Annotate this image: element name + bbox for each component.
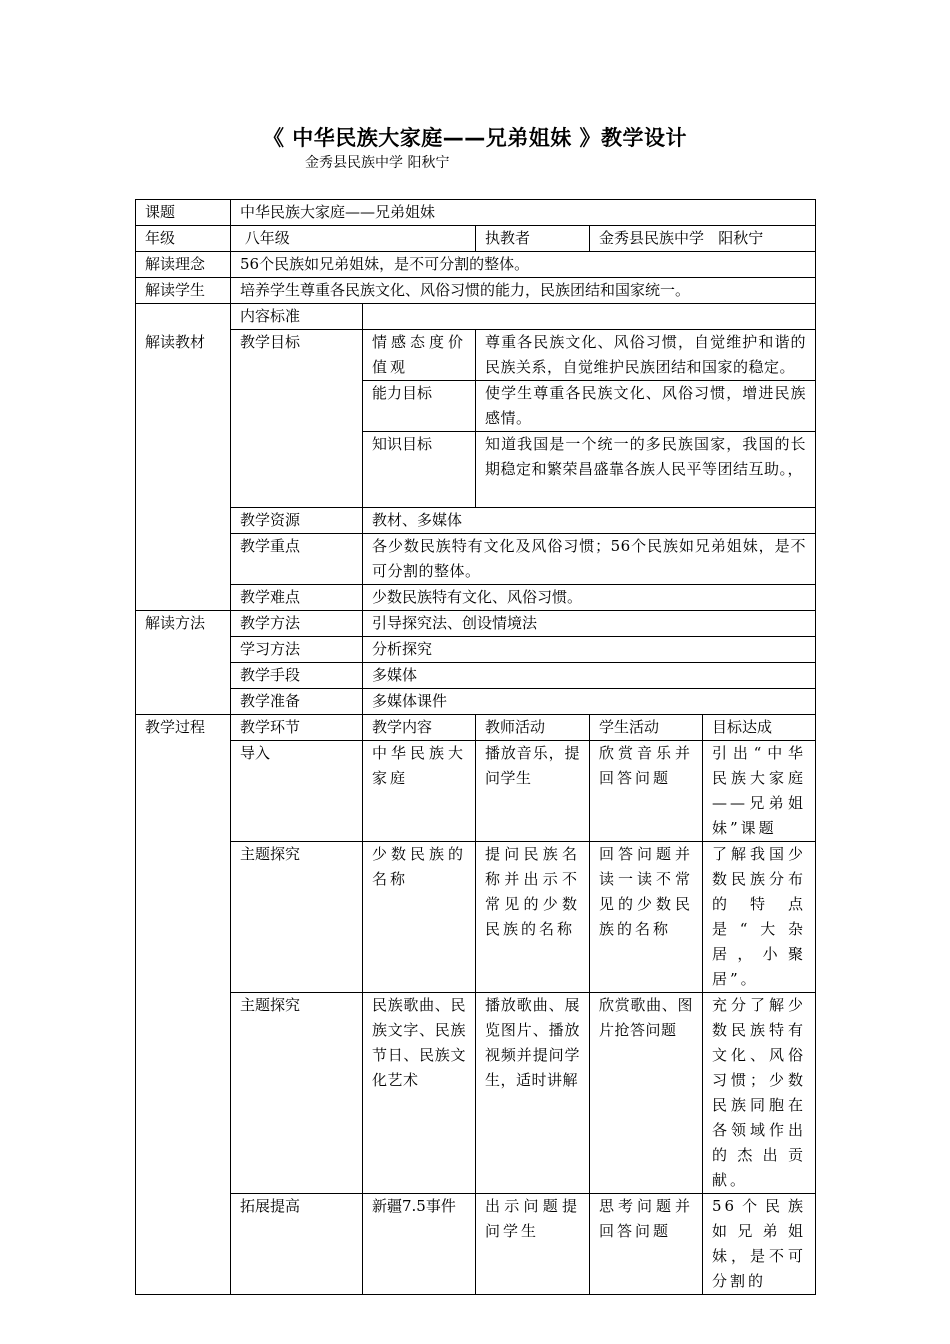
process-student-activity: 欣赏音乐并回答问题 xyxy=(590,741,703,842)
process-header: 教学内容 xyxy=(363,715,476,741)
method-label: 学习方法 xyxy=(231,637,363,663)
difficulty-label: 教学难点 xyxy=(231,585,363,611)
process-teacher-activity: 提问民族名称并出示不常见的少数民族的名称 xyxy=(476,842,590,993)
author-line: 金秀县民族中学 阳秋宁 xyxy=(305,155,450,171)
process-section-label: 教学过程 xyxy=(136,715,231,1295)
method-label: 教学准备 xyxy=(231,689,363,715)
process-goal: 56个民族如兄弟姐妹，是不可分割的 xyxy=(703,1194,816,1295)
resources-value: 教材、多媒体 xyxy=(363,508,816,534)
method-value: 多媒体 xyxy=(363,663,816,689)
textbook-section-label: 解读教材 xyxy=(136,330,231,611)
students-value: 培养学生尊重各民族文化、风俗习惯的能力，民族团结和国家统一。 xyxy=(231,278,816,304)
topic-label: 课题 xyxy=(136,200,231,226)
document-title: 《 中华民族大家庭——兄弟姐妹 》教学设计 xyxy=(262,126,688,150)
process-content: 少数民族的名称 xyxy=(363,842,476,993)
goal-label: 情感态度价值观 xyxy=(363,330,476,381)
method-section-label: 解读方法 xyxy=(136,611,231,715)
process-stage: 导入 xyxy=(231,741,363,842)
goal-label: 知识目标 xyxy=(363,432,476,508)
method-value: 分析探究 xyxy=(363,637,816,663)
process-teacher-activity: 播放歌曲、展览图片、播放视频并提问学生，适时讲解 xyxy=(476,993,590,1194)
grade-value: 八年级 xyxy=(231,226,476,252)
method-value: 引导探究法、创设情境法 xyxy=(363,611,816,637)
process-header: 教师活动 xyxy=(476,715,590,741)
concept-label: 解读理念 xyxy=(136,252,231,278)
resources-label: 教学资源 xyxy=(231,508,363,534)
process-content: 新疆7.5事件 xyxy=(363,1194,476,1295)
process-header: 目标达成 xyxy=(703,715,816,741)
goal-value: 知道我国是一个统一的多民族国家，我国的长期稳定和繁荣昌盛靠各族人民平等团结互助。， xyxy=(476,432,816,508)
process-stage: 拓展提高 xyxy=(231,1194,363,1295)
process-stage: 主题探究 xyxy=(231,993,363,1194)
method-label: 教学方法 xyxy=(231,611,363,637)
topic-value: 中华民族大家庭——兄弟姐妹 xyxy=(231,200,816,226)
grade-label: 年级 xyxy=(136,226,231,252)
process-student-activity: 思考问题并回答问题 xyxy=(590,1194,703,1295)
standard-value xyxy=(363,304,816,330)
process-student-activity: 欣赏歌曲、图片抢答问题 xyxy=(590,993,703,1194)
teacher-value: 金秀县民族中学 阳秋宁 xyxy=(590,226,816,252)
blank-cell xyxy=(136,304,231,330)
process-student-activity: 回答问题并读一读不常见的少数民族的名称 xyxy=(590,842,703,993)
concept-value: 56个民族如兄弟姐妹，是不可分割的整体。 xyxy=(231,252,816,278)
key-value: 各少数民族特有文化及风俗习惯；56个民族如兄弟姐妹，是不可分割的整体。 xyxy=(363,534,816,585)
process-stage: 主题探究 xyxy=(231,842,363,993)
process-teacher-activity: 出示问题提问学生 xyxy=(476,1194,590,1295)
goal-label: 能力目标 xyxy=(363,381,476,432)
method-label: 教学手段 xyxy=(231,663,363,689)
process-content: 民族歌曲、民族文字、民族节日、民族文化艺术 xyxy=(363,993,476,1194)
process-goal: 充分了解少数民族特有文化、风俗习惯；少数民族同胞在各领域作出的杰出贡献。 xyxy=(703,993,816,1194)
goal-value: 尊重各民族文化、风俗习惯，自觉维护和谐的民族关系，自觉维护民族团结和国家的稳定。 xyxy=(476,330,816,381)
method-value: 多媒体课件 xyxy=(363,689,816,715)
process-goal: 了解我国少数民族分布的特点是“大杂居，小聚居”。 xyxy=(703,842,816,993)
teacher-label: 执教者 xyxy=(476,226,590,252)
goal-value: 使学生尊重各民族文化、风俗习惯，增进民族感情。 xyxy=(476,381,816,432)
students-label: 解读学生 xyxy=(136,278,231,304)
process-header: 学生活动 xyxy=(590,715,703,741)
process-content: 中华民族大家庭 xyxy=(363,741,476,842)
process-goal: 引出“中华民族大家庭——兄弟姐妹”课题 xyxy=(703,741,816,842)
goals-label: 教学目标 xyxy=(231,330,363,508)
process-header: 教学环节 xyxy=(231,715,363,741)
lesson-plan-table xyxy=(135,199,816,1295)
key-label: 教学重点 xyxy=(231,534,363,585)
process-teacher-activity: 播放音乐，提问学生 xyxy=(476,741,590,842)
difficulty-value: 少数民族特有文化、风俗习惯。 xyxy=(363,585,816,611)
standard-label: 内容标准 xyxy=(231,304,363,330)
